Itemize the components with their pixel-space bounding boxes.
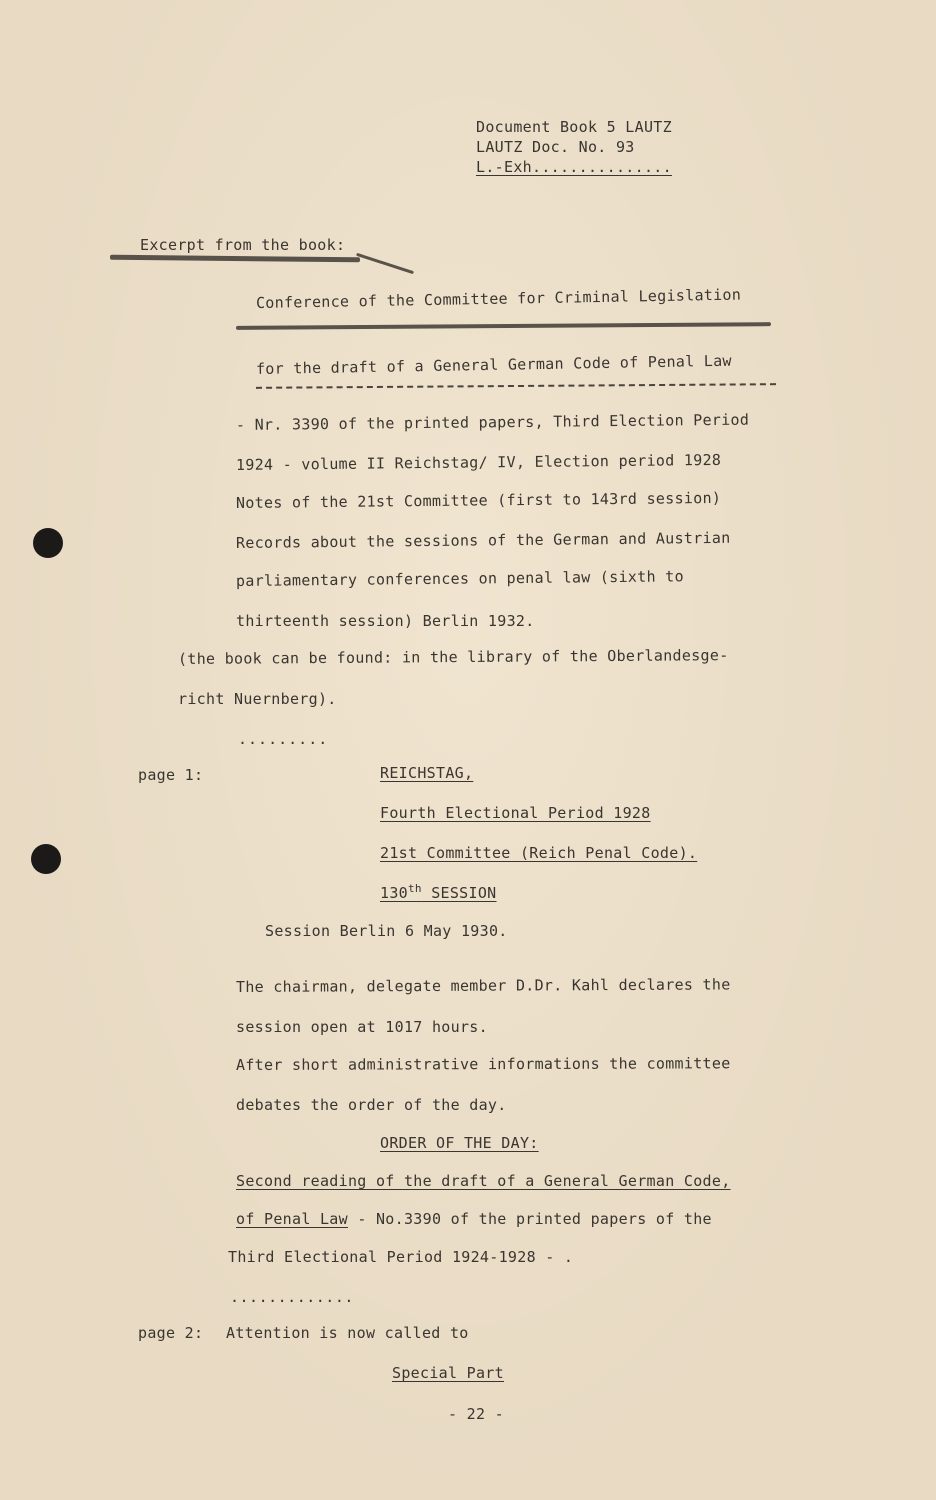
page2-text: Attention is now called to [226, 1324, 469, 1342]
session-number: 130 [380, 884, 408, 902]
session-date: Session Berlin 6 May 1930. [265, 922, 508, 940]
doc-book-ref: Document Book 5 LAUTZ [476, 118, 672, 136]
scribble-underline [110, 255, 360, 263]
order-item-penal-law: of Penal Law [236, 1210, 348, 1228]
body-line: session open at 1017 hours. [236, 1018, 488, 1036]
book-detail-line: Records about the sessions of the German and Austrian [235, 528, 731, 552]
title2-underline [256, 383, 776, 389]
book-detail-line: 1924 - volume II Reichstag/ IV, Election period 1928 [235, 450, 722, 474]
order-of-day-heading: ORDER OF THE DAY: [380, 1134, 539, 1152]
section-dots: ......... [238, 730, 329, 748]
body-line: After short administrative informations the committee [235, 1054, 731, 1074]
order-item-line3: Third Electional Period 1924-1928 - . [228, 1248, 574, 1266]
book-detail-line: - Nr. 3390 of the printed papers, Third Election Period [235, 410, 750, 434]
session-word: SESSION [421, 884, 497, 902]
title1-underline [236, 322, 771, 330]
page1-label: page 1: [138, 766, 204, 784]
reichstag-heading: REICHSTAG, [380, 764, 474, 782]
body-line: The chairman, delegate member D.Dr. Kahl declares the [235, 975, 731, 996]
library-note-line2: richt Nuernberg). [178, 690, 337, 708]
order-item-printed-papers: - No.3390 of the printed papers of the [347, 1210, 712, 1228]
library-note-line1: (the book can be found: in the library of the Oberlandesge- [177, 646, 729, 668]
scribble-underline-tail [356, 253, 414, 274]
special-part-heading: Special Part [392, 1364, 504, 1382]
excerpt-label: Excerpt from the book: [140, 236, 346, 254]
punch-hole-bottom [31, 844, 61, 874]
book-title-line1: Conference of the Committee for Criminal Legislation [255, 285, 742, 312]
book-title-line2: for the draft of a General German Code of Penal Law [255, 351, 732, 378]
body-line: debates the order of the day. [236, 1096, 507, 1114]
exhibit-ref: L.-Exh............... [476, 158, 672, 176]
book-detail-line: thirteenth session) Berlin 1932. [236, 612, 535, 630]
book-detail-line: parliamentary conferences on penal law (sixth to [235, 567, 684, 590]
committee-heading: 21st Committee (Reich Penal Code). [380, 844, 698, 862]
order-item-line2 [236, 1210, 712, 1228]
electoral-period-heading: Fourth Electional Period 1928 [380, 804, 651, 822]
session-ordinal: th [408, 882, 422, 895]
punch-hole-top [33, 528, 63, 558]
book-detail-line: Notes of the 21st Committee (first to 143rd session) [235, 488, 722, 512]
doc-number-ref: LAUTZ Doc. No. 93 [476, 138, 635, 156]
page-number: - 22 - [448, 1405, 504, 1423]
section-dots-2: ............. [230, 1288, 354, 1306]
page2-label: page 2: [138, 1324, 204, 1342]
order-item-line1: Second reading of the draft of a General German Code, [236, 1172, 731, 1190]
session-heading [380, 882, 497, 902]
